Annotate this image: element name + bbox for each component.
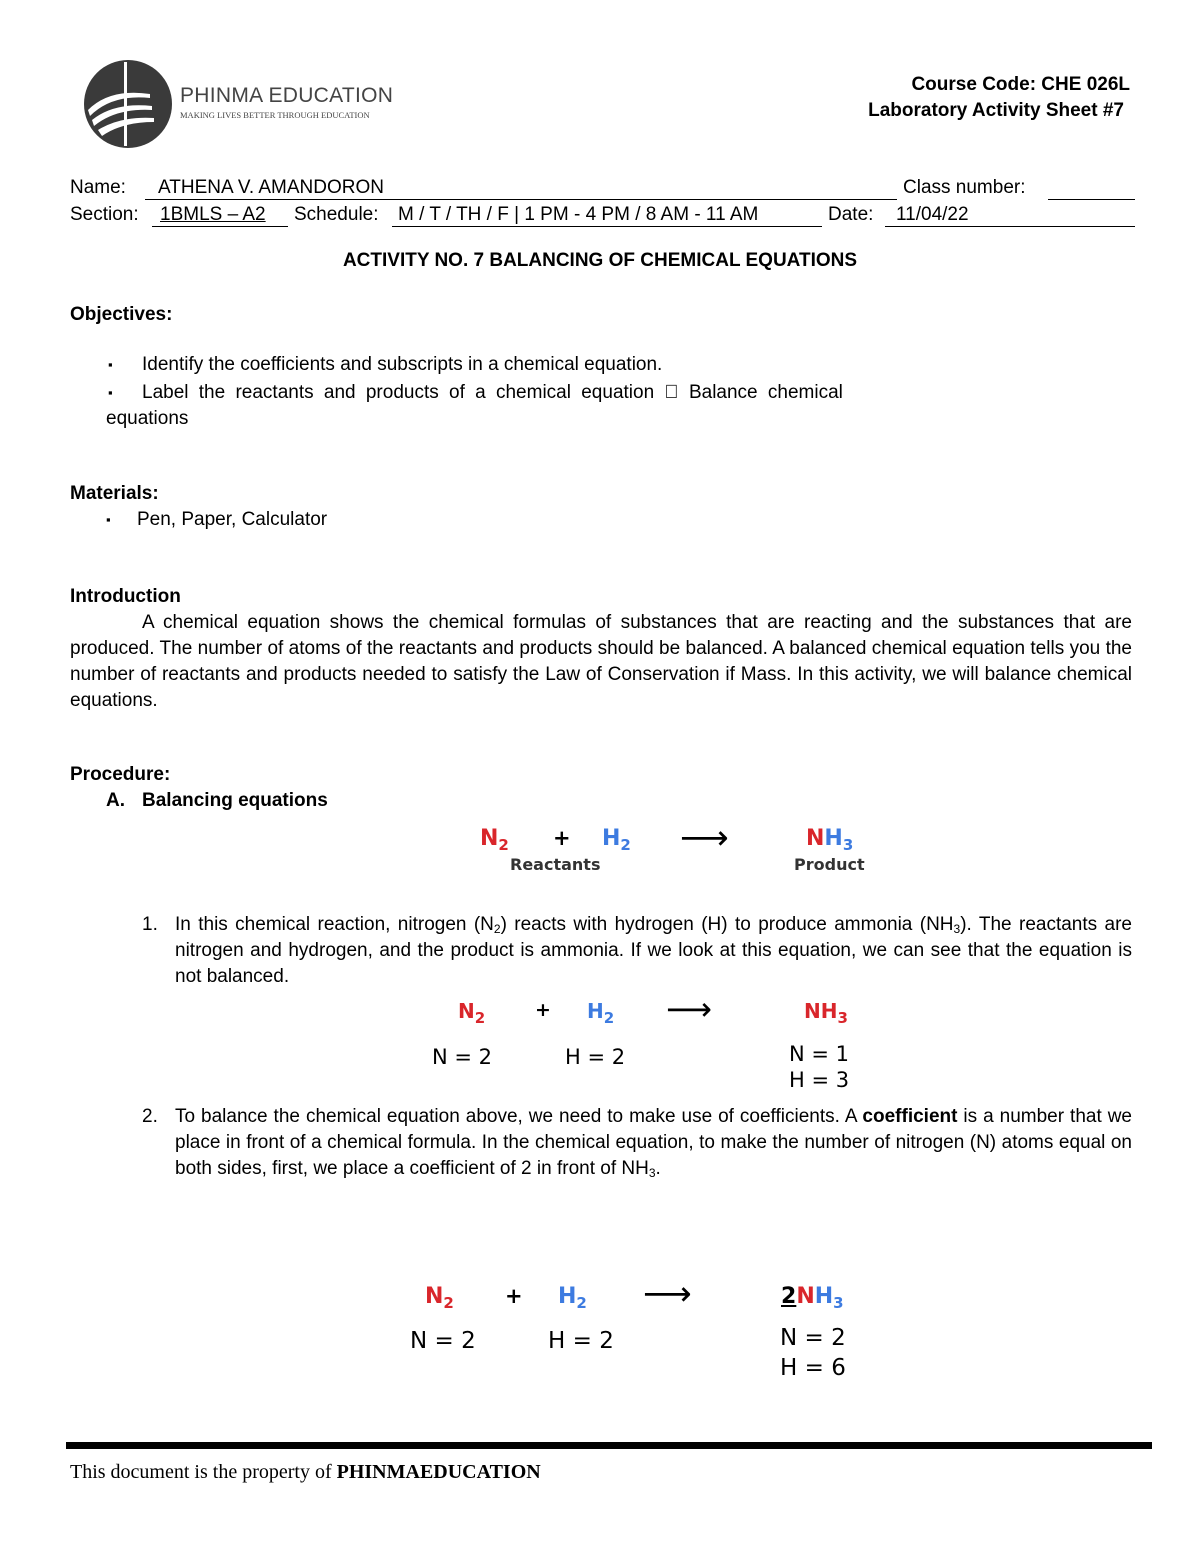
date-label: Date:: [828, 204, 874, 225]
activity-title: ACTIVITY NO. 7 BALANCING OF CHEMICAL EQUATIONS: [342, 250, 858, 271]
section-value: 1BMLS – A2: [160, 204, 266, 225]
step-1-number: 1.: [142, 914, 158, 935]
plus-sign: +: [535, 999, 551, 1021]
name-value: ATHENA V. AMANDORON: [158, 177, 384, 198]
reactant-h2: $H_2$: [558, 1284, 587, 1312]
arrow-icon: ⟶: [643, 1274, 692, 1314]
h-count-left: H = 2: [548, 1328, 614, 1354]
course-code: Course Code: CHE 026L: [911, 74, 1130, 95]
reactants-label: Reactants: [510, 855, 601, 874]
bullet-icon: ▪: [108, 385, 113, 400]
reactant-n2: $N_2$: [425, 1284, 454, 1312]
sheet-title: Laboratory Activity Sheet #7: [868, 100, 1124, 121]
product-label: Product: [794, 855, 865, 874]
introduction-heading: Introduction: [70, 586, 181, 607]
h-count-right: H = 3: [789, 1068, 850, 1092]
product-2nh3: $2NH_3$: [781, 1284, 844, 1312]
reactant-h2: $H_2$: [602, 826, 631, 854]
section-row: [70, 202, 1135, 228]
footer-rule: [66, 1442, 1152, 1449]
section-a-heading: Balancing equations: [142, 790, 328, 811]
name-label: Name:: [70, 177, 126, 198]
reactant-h2: $H_2$: [587, 999, 615, 1027]
bullet-icon: ▪: [106, 512, 111, 527]
materials-heading: Materials:: [70, 483, 159, 504]
plus-sign: +: [505, 1284, 523, 1308]
plus-sign: +: [553, 826, 571, 850]
n-count-right: N = 2: [780, 1325, 846, 1351]
n-count-left: N = 2: [432, 1045, 493, 1069]
h-count-left: H = 2: [565, 1045, 626, 1069]
reactant-n2: $N_2$: [480, 826, 509, 854]
product-nh3: $NH_3$: [804, 999, 848, 1027]
section-label: Section:: [70, 204, 139, 225]
schedule-value: M / T / TH / F | 1 PM - 4 PM / 8 AM - 11 AM: [398, 204, 759, 225]
n-count-right: N = 1: [789, 1042, 850, 1066]
arrow-icon: ⟶: [680, 818, 729, 858]
procedure-heading: Procedure:: [70, 764, 171, 785]
bullet-icon: ▪: [108, 357, 113, 372]
schedule-label: Schedule:: [294, 204, 379, 225]
logo-tagline: MAKING LIVES BETTER THROUGH EDUCATION: [180, 110, 370, 120]
h-count-right: H = 6: [780, 1355, 846, 1381]
introduction-text: A chemical equation shows the chemical formulas of substances that are reacting and the substances that are produced. The number of atoms of the reactants and products should be balanced. A balanced chemical equation tells you the number of reactants and products needed to satisfy the Law of Conservation if Mass. In this activity, we will balance chemical equations.: [70, 612, 1132, 711]
n-count-left: N = 2: [410, 1328, 476, 1354]
reactant-n2: $N_2$: [458, 999, 486, 1027]
coefficient: 2: [781, 1284, 797, 1309]
product-nh3: $NH_3$: [806, 826, 854, 854]
step-1-text: In this chemical reaction, nitrogen $(N_2)$ reacts with hydrogen (H) to produce ammonia $(NH_3)$. The reactants are nitrogen and hydrogen, and the product is ammonia. If we look at this equation, we can see that the equation is not balanced.: [175, 914, 1132, 987]
objectives-heading: Objectives:: [70, 304, 173, 325]
logo: [80, 58, 394, 150]
step-2-text: To balance the chemical equation above, we need to make use of coefficients. A coefficient is a number that we place in front of a chemical formula. In the chemical equation, to make the number of nitrogen (N) atoms equal on both sides, first, we place a coefficient of 2 in front of $NH_3$.: [175, 1106, 1132, 1180]
date-value: 11/04/22: [896, 204, 969, 225]
footer-text: This document is the property of PHINMAEDUCATION: [70, 1461, 541, 1483]
objective-item-continued: equations: [106, 408, 189, 429]
class-number-label: Class number:: [903, 177, 1026, 198]
name-row: [70, 175, 1135, 201]
logo-name: PHINMA EDUCATION: [180, 84, 394, 107]
arrow-icon: ⟶: [666, 990, 712, 1028]
section-a-letter: A.: [106, 790, 125, 811]
logo-emblem-icon: [80, 58, 180, 150]
step-2-number: 2.: [142, 1106, 158, 1127]
